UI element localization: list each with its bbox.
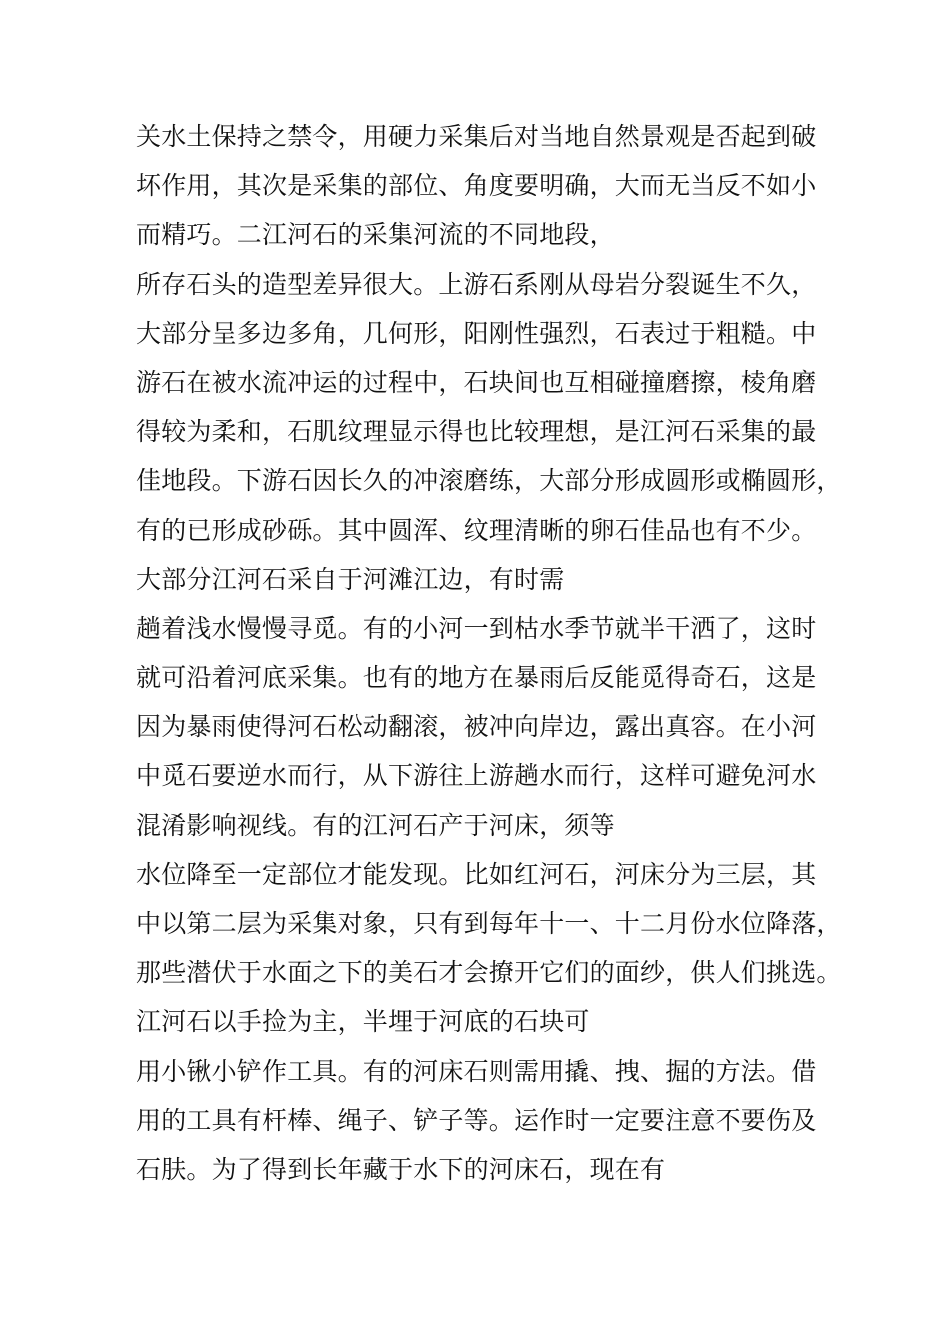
text-line: 大部分江河石采自于河滩江边，有时需 xyxy=(136,564,565,594)
text-line: 用小锹小铲作工具。有的河床石则需用撬、拽、掘的方法。借 xyxy=(136,1056,817,1086)
text-line: 石肤。为了得到长年藏于水下的河床石，现在有 xyxy=(136,1154,666,1184)
text-line: 游石在被水流冲运的过程中，石块间也互相碰撞磨擦，棱角磨 xyxy=(136,367,817,397)
text-line: 因为暴雨使得河石松动翻滚，被冲向岸边，露出真容。在小河 xyxy=(136,712,817,742)
body-text xyxy=(136,112,856,1194)
text-line: 有的已形成砂砾。其中圆浑、纹理清晰的卵石佳品也有不少。 xyxy=(136,515,817,545)
text-line: 佳地段。下游石因长久的冲滚磨练，大部分形成圆形或椭圆形， xyxy=(136,466,842,496)
text-line: 关水土保持之禁令，用硬力采集后对当地自然景观是否起到破 xyxy=(136,122,817,151)
text-line: 混淆影响视线。有的江河石产于河床，须等 xyxy=(136,810,615,840)
text-line: 而精巧。二江河石的采集河流的不同地段， xyxy=(136,220,615,250)
text-line: 就可沿着河底采集。也有的地方在暴雨后反能觅得奇石，这是 xyxy=(136,663,817,693)
text-line: 江河石以手捡为主，半埋于河底的石块可 xyxy=(136,1007,590,1037)
text-line: 中觅石要逆水而行，从下游往上游趟水而行，这样可避免河水 xyxy=(136,761,817,791)
text-line: 那些潜伏于水面之下的美石才会撩开它们的面纱，供人们挑选。 xyxy=(136,958,842,988)
text-line: 趟着浅水慢慢寻觅。有的小河一到枯水季节就半干洒了，这时 xyxy=(136,613,817,643)
text-line: 中以第二层为采集对象，只有到每年十一、十二月份水位降落， xyxy=(136,909,842,938)
text-line: 坏作用，其次是采集的部位、角度要明确，大而无当反不如小 xyxy=(136,171,817,201)
text-line: 大部分呈多边多角，几何形，阳刚性强烈，石表过于粗糙。中 xyxy=(136,318,817,348)
text-line: 用的工具有杆棒、绳子、铲子等。运作时一定要注意不要伤及 xyxy=(136,1105,817,1135)
text-line: 水位降至一定部位才能发现。比如红河石，河床分为三层，其 xyxy=(136,859,817,889)
text-line: 得较为柔和，石肌纹理显示得也比较理想，是江河石采集的最 xyxy=(136,417,817,447)
text-line: 所存石头的造型差异很大。上游石系刚从母岩分裂诞生不久， xyxy=(136,269,817,299)
